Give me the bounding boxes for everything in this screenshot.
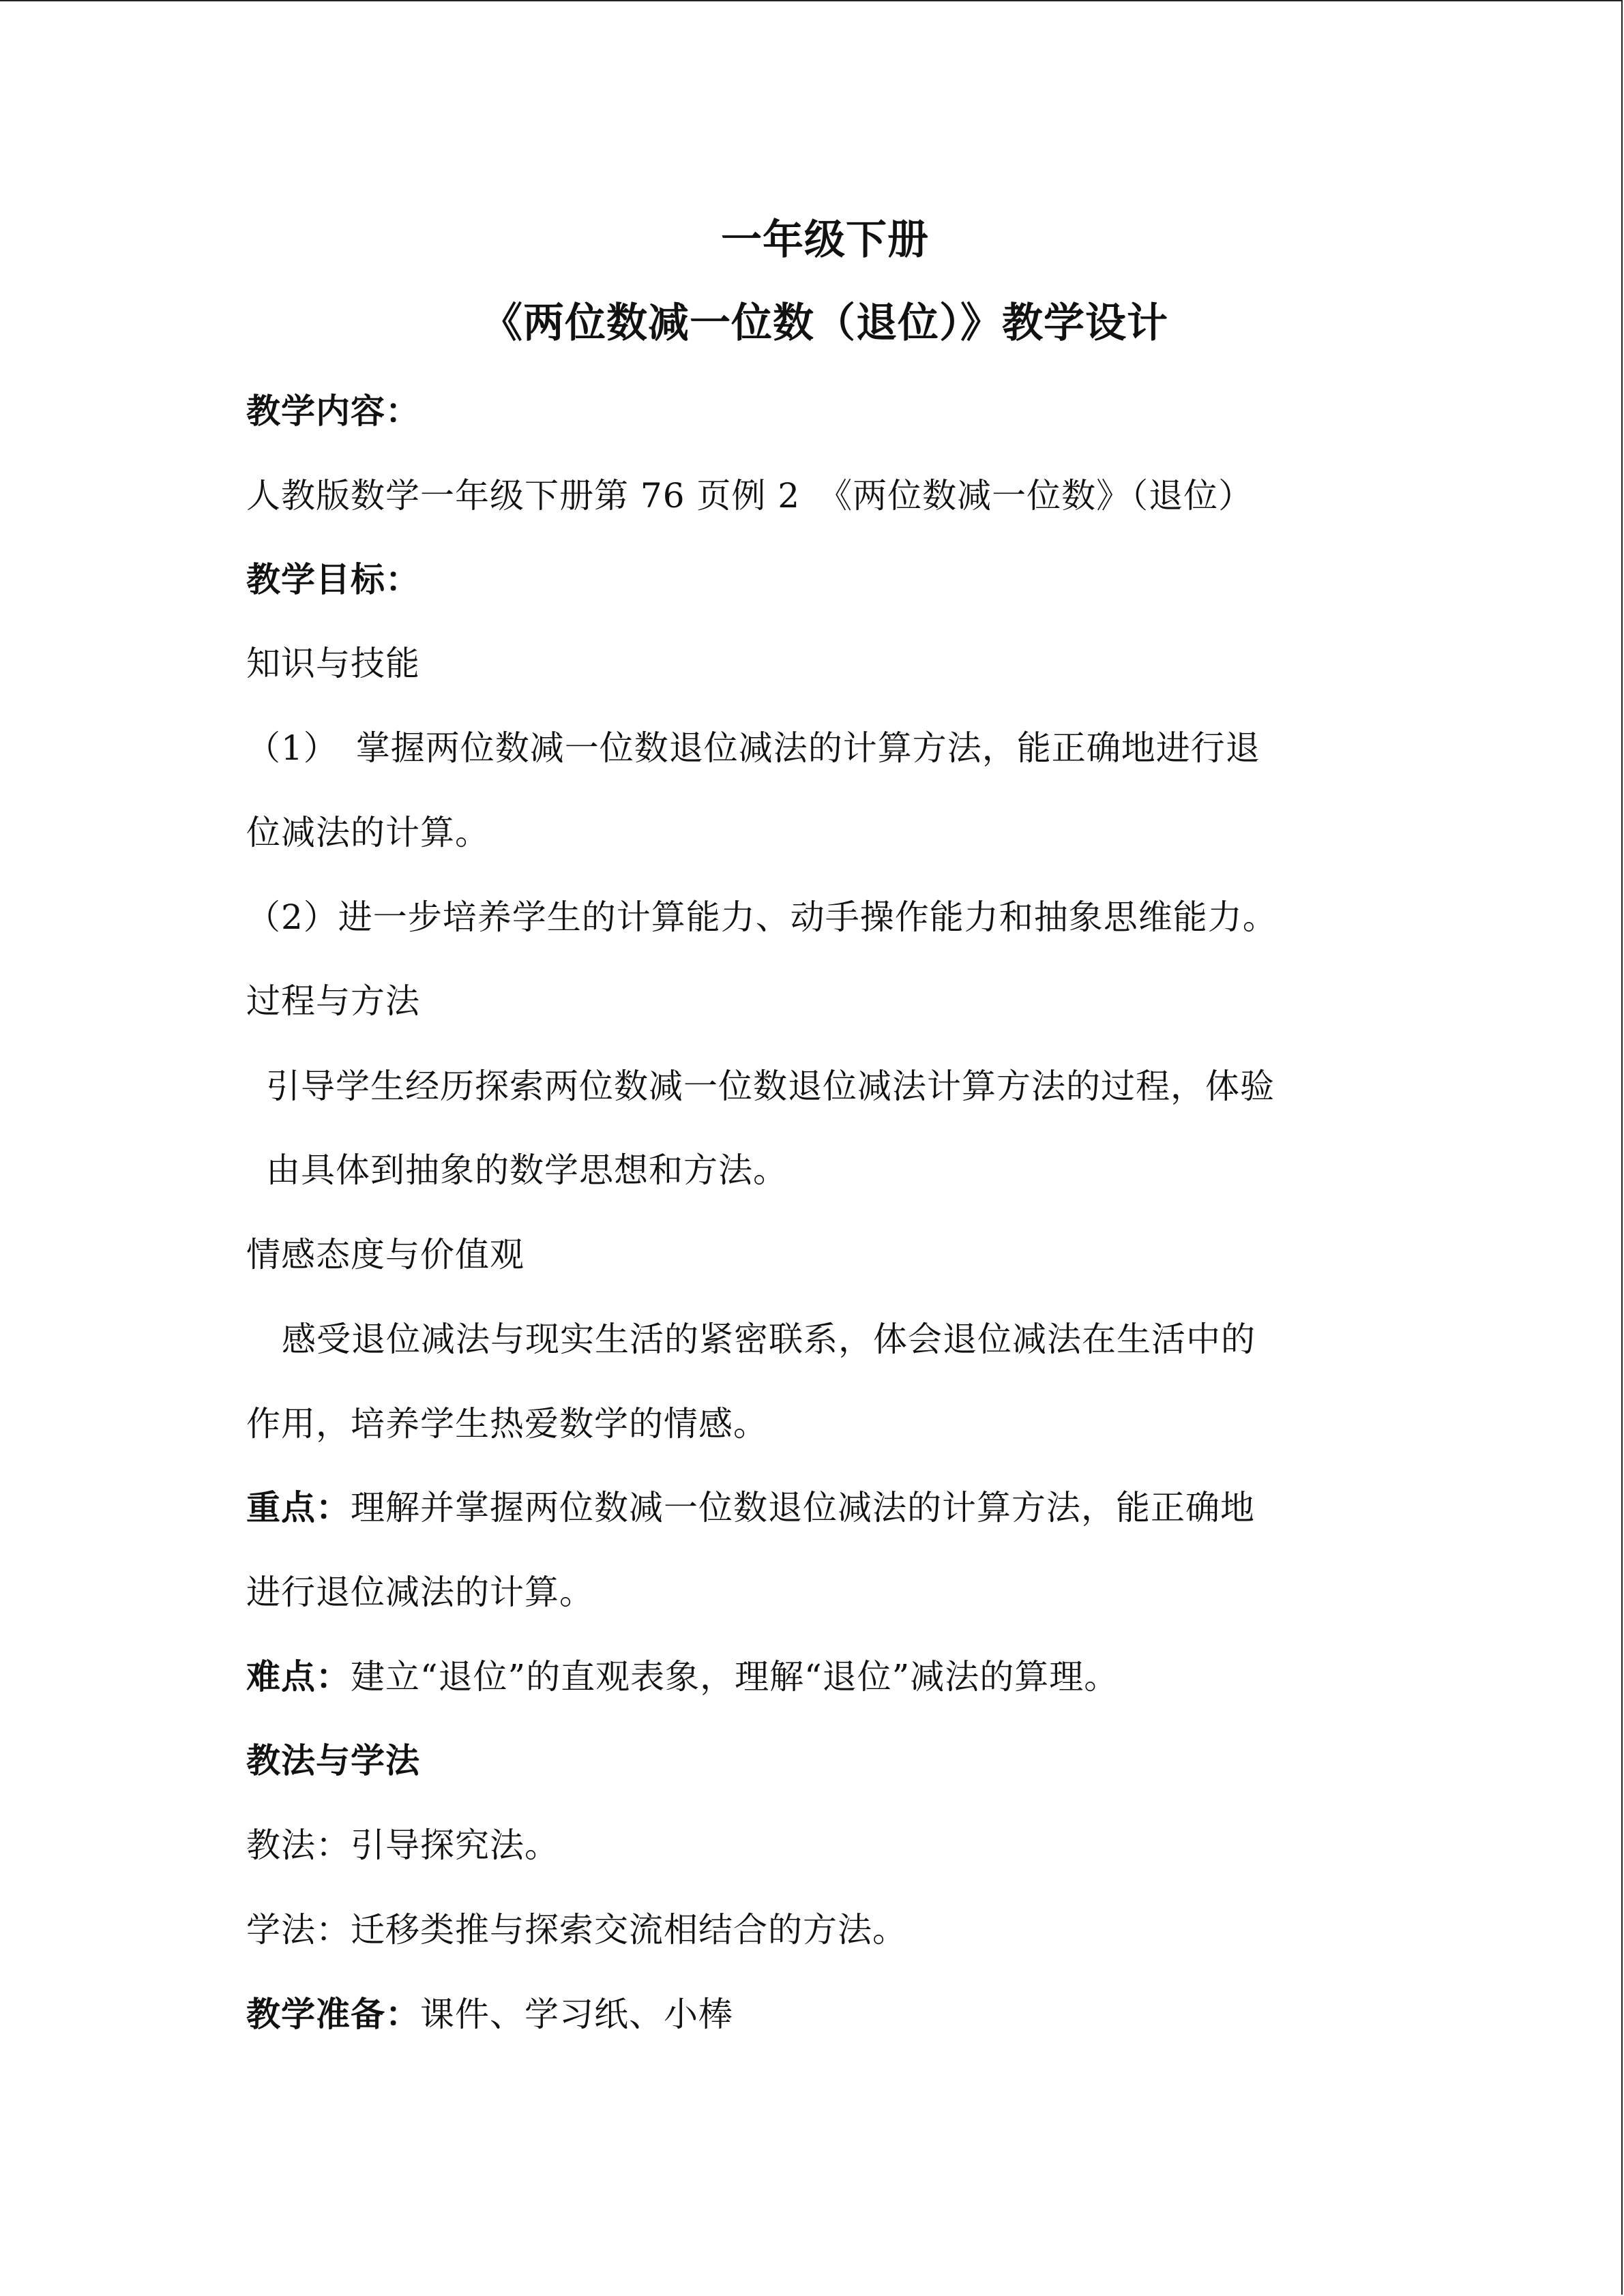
key-point-text: 理解并掌握两位数减一位数退位减法的计算方法，能正确地	[351, 1488, 1255, 1527]
document-title-lesson: 《两位数减一位数（退位）》教学设计	[482, 299, 1168, 347]
process-line-2: 由具体到抽象的数学思想和方法。	[266, 1150, 788, 1190]
section-heading-methods: 教法与学法	[246, 1741, 420, 1780]
subheading-process: 过程与方法	[246, 981, 420, 1021]
knowledge-item-1-line-1: （1） 掌握两位数减一位数退位减法的计算方法，能正确地进行退	[246, 728, 1260, 768]
emotion-line-2: 作用，培养学生热爱数学的情感。	[246, 1404, 768, 1444]
knowledge-item-2: （2）进一步培养学生的计算能力、动手操作能力和抽象思维能力。	[246, 897, 1278, 937]
preparation-line	[246, 1995, 733, 2034]
subheading-knowledge: 知识与技能	[246, 644, 420, 683]
key-point-line-2: 进行退位减法的计算。	[246, 1572, 594, 1612]
difficulty-text: 建立“退位”的直观表象，理解“退位”减法的算理。	[351, 1657, 1119, 1697]
difficulty-label: 难点：	[246, 1657, 351, 1697]
section-heading-goals: 教学目标：	[246, 560, 420, 599]
preparation-label: 教学准备：	[246, 1995, 420, 2034]
key-point-label: 重点：	[246, 1488, 351, 1527]
difficulty-line	[246, 1657, 1119, 1697]
preparation-text: 课件、学习纸、小棒	[420, 1995, 733, 2034]
section-heading-content: 教学内容：	[246, 391, 420, 431]
teaching-method: 教法：引导探究法。	[246, 1825, 559, 1865]
content-text: 人教版数学一年级下册第 76 页例 2 《两位数减一位数》（退位）	[246, 476, 1254, 516]
knowledge-item-1-line-2: 位减法的计算。	[246, 813, 490, 852]
key-point-line-1	[246, 1488, 1255, 1527]
subheading-emotion: 情感态度与价值观	[246, 1235, 525, 1274]
process-line-1: 引导学生经历探索两位数减一位数退位减法计算方法的过程，体验	[266, 1067, 1275, 1106]
emotion-line-1: 感受退位减法与现实生活的紧密联系，体会退位减法在生活中的	[282, 1320, 1256, 1359]
learning-method: 学法：迁移类推与探索交流相结合的方法。	[246, 1910, 907, 1950]
document-title-grade: 一年级下册	[721, 216, 929, 264]
